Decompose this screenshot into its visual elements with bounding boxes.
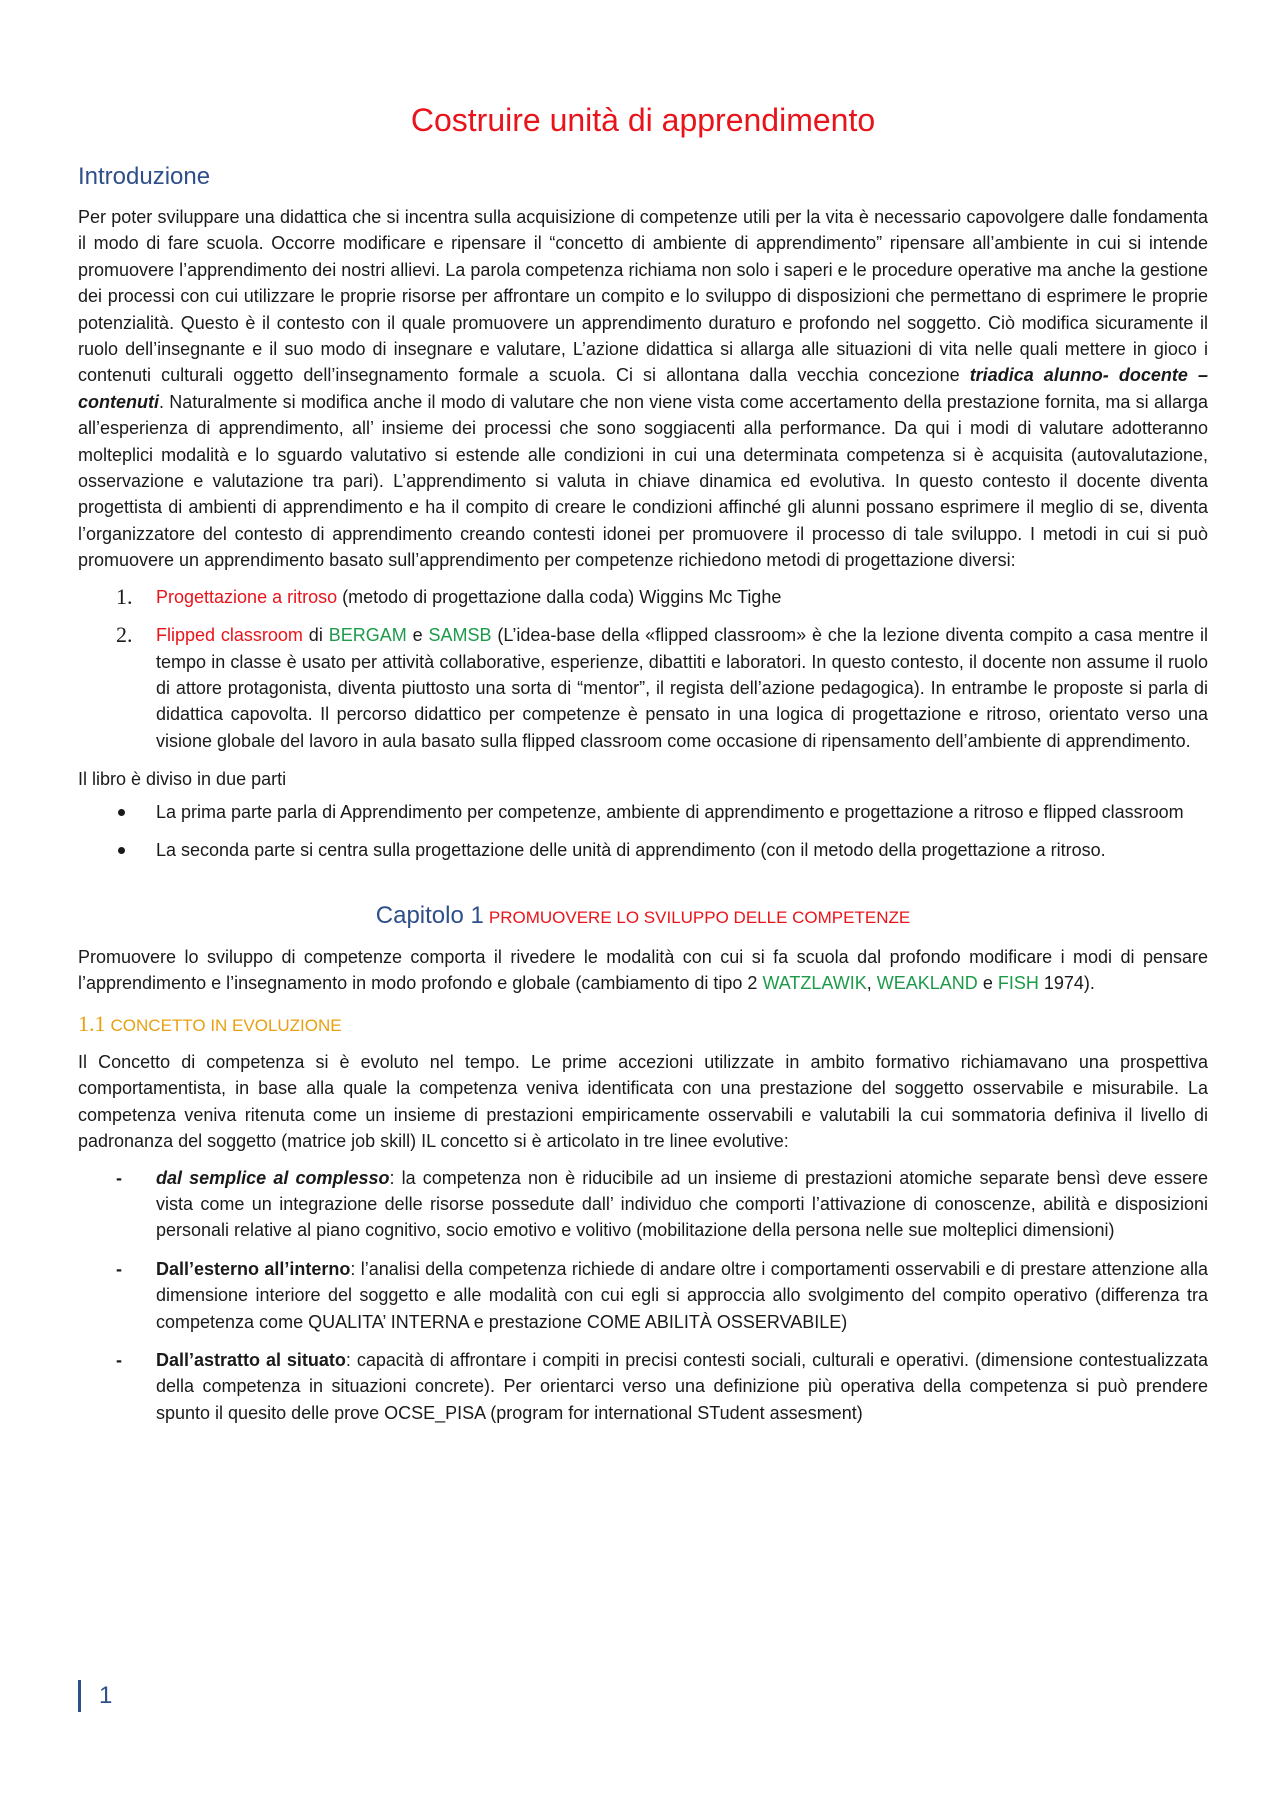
section-paragraph: Il Concetto di competenza si è evoluto nel tempo. Le prime accezioni utilizzate in ambito formativo richiamavano una prospettiva comportamentista, in base alla quale la competenza veniva identificata con una prestazione del soggetto osservabile e misurabile. La competenza veniva ritenuta come un insieme di prestazioni empiricamente osservabili e valutabili la cui sommatoria definiva il livello di padronanza del soggetto (matrice job skill) IL concetto si è articolato in tre linee evolutive: (78, 1051, 1208, 1152)
line-lead: dal semplice al complesso (156, 1167, 390, 1188)
dash-marker: - (116, 1167, 122, 1188)
author-name: WEAKLAND (876, 973, 978, 994)
section-title: CONCETTO IN EVOLUZIONE (110, 1015, 342, 1035)
methods-list (78, 584, 1208, 754)
chapter-label: Capitolo 1 (375, 902, 484, 930)
method-description: (L’idea-base della «flipped classroom» è che la lezione diventa compito a casa mentre il tempo in classe è usato per attività collaborative, esperienze, dibattiti e laboratori. In questo contesto, il docente non assume il ruolo di attore protagonista, diventa piuttosto una sorta di “mentor”, il regista dell’azione pedagogica). In entrambe le proposte si parla di didattica capovolta. Il percorso didattico per competenze è pensato in una logica di progettazione e ritroso, orientato verso una visione globale del lavoro in aula basato sulla flipped classroom come occasione di ripensamento dell’ambiente di apprendimento. (156, 625, 1209, 751)
part-text: La prima parte parla di Apprendimento per competenze, ambiente di apprendimento e progettazione a ritroso e flipped classroom (156, 801, 1184, 822)
list-number: 2. (116, 622, 133, 648)
list-item (78, 837, 1208, 863)
intro-text-a: Per poter sviluppare una didattica che si incentra sulla acquisizione di competenze utili per la vita è necessario capovolgere dalle fondamenta il modo di fare scuola. Occorre modificare e ripensare il “concetto di ambiente di apprendimento” ripensare all’ambiente in cui si intende promuovere l’apprendimento dei nostri allievi. La parola competenza richiama non solo i saperi e le procedure operative ma anche la gestione dei processi con cui utilizzare le proprie risorse per affrontare un compito e lo sviluppo di disposizioni che permettano di esprimere le proprie potenzialità. Questo è il contesto con il quale promuovere un apprendimento duraturo e profondo nel soggetto. Ciò modifica sicuramente il ruolo dell’insegnante e il suo modo di insegnare e valutare, L’azione didattica si allarga alle situazioni di vita nelle quali mettere in gioco i contenuti culturali oggetto dell’insegnamento formale a scuola. Ci si allontana dalla vecchia concezione (78, 207, 1208, 386)
bullet-icon (118, 809, 125, 816)
list-item (78, 622, 1208, 754)
intro-text-b: . Naturalmente si modifica anche il modo di valutare che non viene vista come accertamento della prestazione fornita, ma si allarga all’esperienza di apprendimento, all’ insieme dei processi che sono soggiacenti alla performance. Da qui i modi di valutare adotteranno molteplici modalità e lo sguardo valutativo si estende alle condizioni in cui una determinata competenza si è acquisita (autovalutazione, osservazione e valutazione tra pari). L’apprendimento si valuta in chiave dinamica ed evolutiva. In questo contesto il docente diventa progettista di ambienti di apprendimento e ha il compito di creare le condizioni affinché gli alunni possano esprimere il meglio di se, diventa l’organizzatore del contesto di apprendimento creando contesti idonei per promuovere il processo di tale sviluppo. I metodi in cui si può promuovere un apprendimento basato sull’apprendimento per competenze richiedono metodi di progettazione diversi: (78, 391, 1208, 571)
list-item (78, 1165, 1208, 1244)
dash-marker: - (116, 1350, 122, 1371)
author-name: FISH (997, 973, 1039, 994)
separator: , (866, 973, 877, 994)
document-title: Costruire unità di apprendimento (410, 102, 876, 138)
method-connector: e (406, 625, 429, 646)
chapter-title: PROMUOVERE LO SVILUPPO DELLE COMPETENZE (488, 908, 911, 928)
list-item (78, 1347, 1208, 1426)
chapter-text-b: 1974). (1038, 973, 1095, 994)
list-item (78, 799, 1208, 825)
list-item (78, 584, 1208, 610)
method-name: Progettazione a ritroso (156, 586, 338, 607)
dash-marker: - (116, 1258, 122, 1279)
method-description: (metodo di progettazione dalla coda) Wiggins Mc Tighe (337, 586, 782, 607)
intro-emphasis: triadica alunno- docente –contenuti (78, 365, 1208, 412)
document-body (78, 100, 1208, 1438)
method-name: Flipped classroom (156, 625, 303, 646)
chapter-heading (78, 903, 1208, 931)
author-name: BERGAM (328, 625, 407, 646)
chapter-paragraph (78, 944, 1208, 997)
part-text: La seconda parte si centra sulla progettazione delle unità di apprendimento (con il metodo della progettazione a ritroso. (156, 839, 1106, 860)
section-heading (78, 1011, 1208, 1039)
list-number: 1. (116, 583, 133, 609)
line-lead: Dall’astratto al situato (156, 1350, 346, 1371)
author-name: SAMSB (428, 625, 492, 646)
book-intro: Il libro è diviso in due parti (78, 769, 287, 790)
bullet-icon (118, 847, 125, 854)
evolution-lines-list (78, 1165, 1208, 1427)
line-text: : capacità di affrontare i compiti in precisi contesti sociali, culturali e operativi. (dimensione contestualizzata della competenza in situazioni concrete). Per orientarci verso una definizione più operativa della competenza si può prendere spunto il quesito delle prove OCSE_PISA (program for international STudent assesment) (156, 1350, 1208, 1423)
line-text: : la competenza non è riducibile ad un insieme di prestazioni atomiche separate bensì deve essere vista come un integrazione delle risorse possedute dall’ individuo che comporti l’attivazione di conoscenze, abilità e disposizioni personali relative al piano cognitivo, socio emotivo e volitivo (mobilitazione della persona nelle sue molteplici dimensioni) (156, 1167, 1208, 1241)
parts-list (78, 799, 1208, 864)
chapter-text-a: Promuovere lo sviluppo di competenze comporta il rivedere le modalità con cui si fa scuola dal profondo modificare i modi di pensare l’apprendimento e l’insegnamento in modo profondo e globale (cambiamento di tipo 2 (78, 946, 1208, 994)
intro-paragraph (78, 204, 1208, 574)
page-number: 1 (78, 1680, 112, 1712)
section-number: 1.1 (78, 1010, 106, 1036)
author-name: WATZLAWIK (762, 973, 867, 994)
list-item (78, 1256, 1208, 1335)
separator: e (977, 973, 998, 994)
intro-heading: Introduzione (78, 163, 211, 190)
method-connector: di (302, 625, 329, 646)
line-lead: Dall’esterno all’interno (156, 1258, 351, 1279)
line-text: : l’analisi della competenza richiede di andare oltre i comportamenti osservabili e di prestare attenzione alla dimensione interiore del soggetto e alle modalità con cui egli si approccia allo svolgimento del compito operativo (differenza tra competenza come QUALITA’ INTERNA e prestazione COME ABILITÀ OSSERVABILE) (156, 1258, 1208, 1332)
